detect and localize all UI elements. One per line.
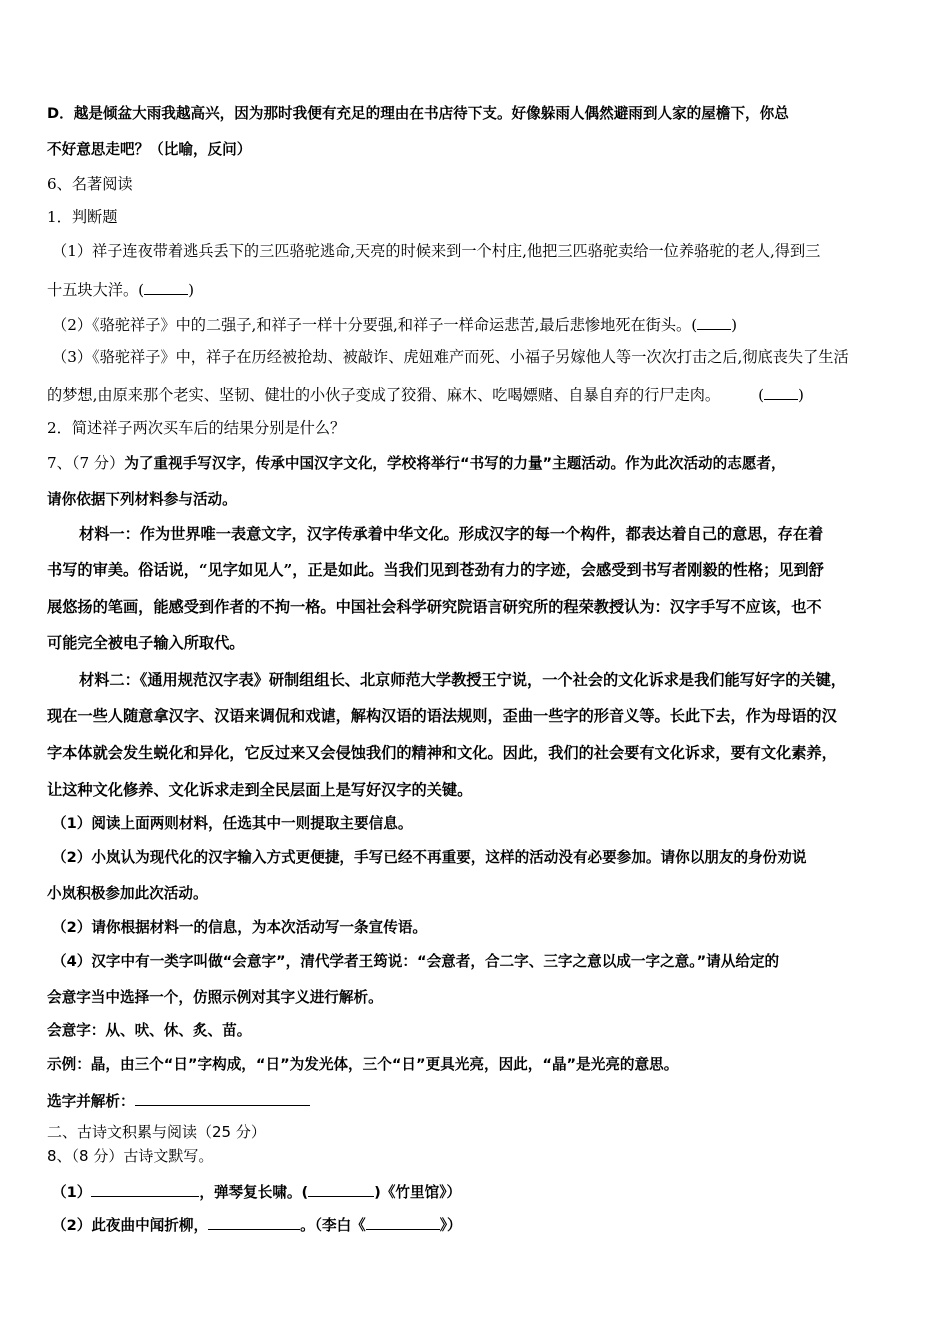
material2-line2: 现在一些人随意拿汉字、汉语来调侃和戏谑，解构汉语的语法规则，歪曲一些字的形音义等。长此下去，作为母语的汉 (47, 707, 837, 725)
q6-item2: （2）《骆驼祥子》中的二强子,和祥子一样十分要强,和祥子一样命运悲苦,最后悲惨地死在街头。( ) (52, 313, 737, 335)
q7-sub2-line1: （2）小岚认为现代化的汉字输入方式更便捷，手写已经不再重要，这样的活动没有必要参加。请你以朋友的身份劝说 (52, 849, 807, 866)
q6-judge-title: 1．判断题 (47, 208, 118, 226)
material1-line2: 书写的审美。俗话说，“见字如见人”，正是如此。当我们见到苍劲有力的字迹，会感受到书写者刚毅的性格；见到舒 (47, 561, 824, 579)
material1-line3: 展悠扬的笔画，能感受到作者的不拘一格。中国社会科学研究院语言研究所的程荣教授认为：汉字手写不应该，也不 (47, 598, 822, 616)
option-d-line2: 不好意思走吧？（比喻，反问） (47, 141, 252, 158)
q7-sub4-line2: 会意字当中选择一个，仿照示例对其字义进行解析。 (47, 989, 383, 1006)
q7-intro-line2: 请你依据下列材料参与活动。 (47, 491, 237, 508)
answer-blank[interactable] (135, 1089, 310, 1106)
q7-characters: 会意字：从、吠、休、炙、苗。 (47, 1022, 252, 1039)
q7-answer-line: 选字并解析： (47, 1089, 310, 1112)
q6-item3-line2: 的梦想,由原来那个老实、坚韧、健壮的小伙子变成了狡猾、麻木、吃喝嫖赌、自暴自弃的行尸走肉。 ( ) (47, 383, 804, 405)
answer-blank[interactable] (697, 313, 731, 330)
answer-blank[interactable] (208, 1213, 300, 1230)
answer-blank[interactable] (91, 1180, 199, 1197)
material1-line4: 可能完全被电子输入所取代。 (47, 634, 245, 652)
answer-blank[interactable] (764, 383, 798, 400)
q7-intro-line1: 7、（7 分）为了重视手写汉字，传承中国汉字文化，学校将举行“书写的力量”主题活动。作为此次活动的志愿者， (47, 454, 786, 472)
q6-item1-line1: （1）祥子连夜带着逃兵丢下的三匹骆驼逃命,天亮的时候来到一个村庄,他把三匹骆驼卖给一位养骆驼的老人,得到三 (52, 242, 821, 260)
q7-sub4-line1: （4）汉字中有一类字叫做“会意字”，清代学者王筠说：“会意者，合二字、三字之意以成一字之意。”请从给定的 (52, 953, 780, 970)
q7-sub3: （2）请你根据材料一的信息，为本次活动写一条宣传语。 (52, 919, 428, 936)
answer-blank[interactable] (308, 1180, 374, 1197)
q6-question2: 2．简述祥子两次买车后的结果分别是什么？ (47, 419, 346, 437)
q7-example: 示例：晶，由三个“日”字构成，“日”为发光体，三个“日”更具光亮，因此，“晶”是光亮的意思。 (47, 1056, 679, 1073)
option-d-line1: D．越是倾盆大雨我越高兴，因为那时我便有充足的理由在书店待下支。好像躲雨人偶然避雨到人家的屋檐下，你总 (47, 105, 789, 122)
q6-title: 6、名著阅读 (47, 175, 133, 193)
material2-line4: 让这种文化修养、文化诉求走到全民层面上是写好汉字的关键。 (47, 781, 473, 799)
material2-line3: 字本体就会发生蜕化和异化，它反过来又会侵蚀我们的精神和文化。因此，我们的社会要有文化诉求，要有文化素养， (47, 744, 837, 762)
q8-poem1: （1） ，弹琴复长啸。( )《竹里馆》） (52, 1180, 461, 1203)
material2-line1: 材料二：《通用规范汉字表》研制组组长、北京师范大学教授王宁说，一个社会的文化诉求是我们能写好字的关键， (79, 671, 846, 689)
answer-blank[interactable] (366, 1213, 440, 1230)
q6-item3-line1: （3）《骆驼祥子》中，祥子在历经被抢劫、被敲诈、虎妞难产而死、小福子另嫁他人等一次次打击之后,彻底丧失了生活 (52, 348, 849, 366)
q6-item1-line2: 十五块大洋。( ) (47, 278, 194, 300)
material1-line1: 材料一：作为世界唯一表意文字，汉字传承着中华文化。形成汉字的每一个构件，都表达着自己的意思，存在着 (79, 525, 824, 543)
q8-poem2: （2）此夜曲中闻折柳， 。（李白《 》） (52, 1213, 462, 1236)
answer-blank[interactable] (144, 278, 188, 295)
q7-sub1: （1）阅读上面两则材料，任选其中一则提取主要信息。 (52, 815, 413, 832)
q7-sub2-line2: 小岚积极参加此次活动。 (47, 885, 208, 902)
section2-title: 二、古诗文积累与阅读（25 分） (47, 1123, 266, 1141)
q8-title: 8、（8 分）古诗文默写。 (47, 1147, 214, 1165)
